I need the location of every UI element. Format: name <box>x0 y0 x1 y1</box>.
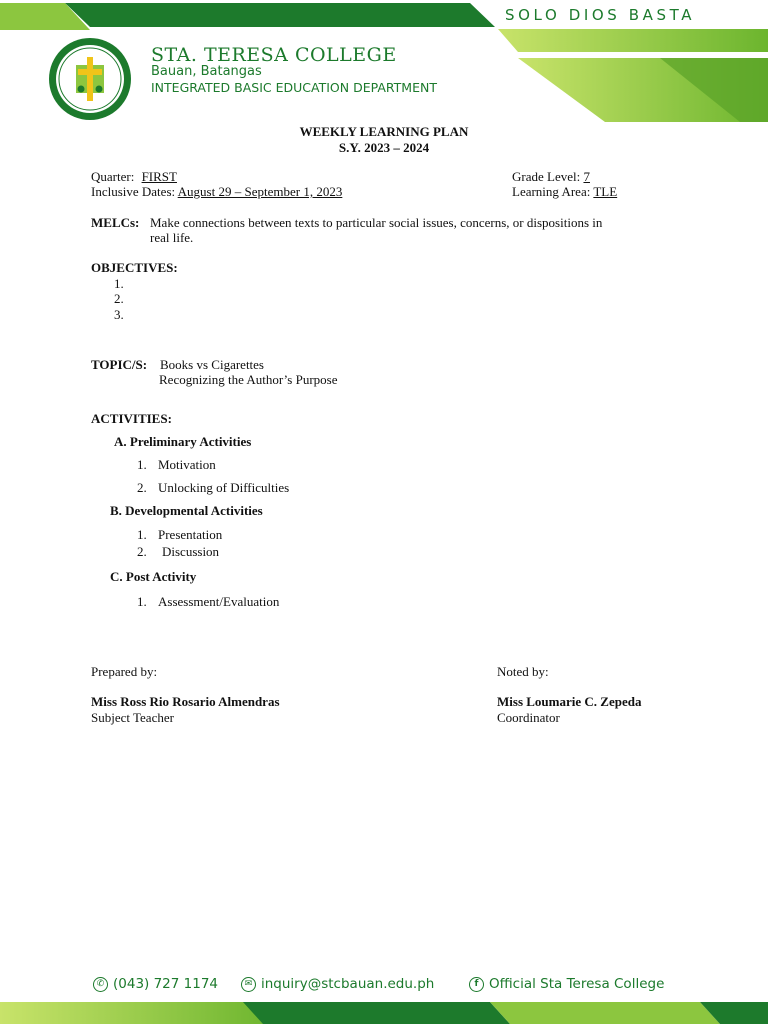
mail-icon: ✉ <box>241 977 256 992</box>
objective-item: 2. <box>114 291 124 306</box>
dates-value: August 29 – September 1, 2023 <box>177 184 343 199</box>
phone-icon: ✆ <box>93 977 108 992</box>
activity-number: 2. <box>137 480 147 495</box>
phone-text: (043) 727 1174 <box>113 976 219 992</box>
school-address: Bauan, Batangas <box>151 64 262 79</box>
activities-label: ACTIVITIES: <box>91 411 172 426</box>
footer-banner <box>0 962 768 1024</box>
school-year: S.Y. 2023 – 2024 <box>338 140 430 155</box>
activity-number: 1. <box>137 527 147 542</box>
area-value: TLE <box>593 184 618 199</box>
grade-value: 7 <box>583 169 590 184</box>
melcs-line-1: Make connections between texts to particular social issues, concerns, or dispositions in <box>150 215 603 230</box>
activity-text: Presentation <box>158 527 223 542</box>
email-text: inquiry@stcbauan.edu.ph <box>261 976 435 992</box>
noted-by-role: Coordinator <box>497 710 560 725</box>
school-motto: SOLO DIOS BASTA <box>505 6 696 24</box>
noted-by-name: Miss Loumarie C. Zepeda <box>497 694 642 709</box>
dates-row <box>91 184 342 200</box>
objective-item: 1. <box>114 276 124 291</box>
melcs-line-2: real life. <box>150 230 194 245</box>
prepared-by-role: Subject Teacher <box>91 710 174 725</box>
facebook-icon: f <box>469 977 484 992</box>
document-title: WEEKLY LEARNING PLAN <box>299 124 469 139</box>
prepared-by-name: Miss Ross Rio Rosario Almendras <box>91 694 280 709</box>
quarter-value: FIRST <box>141 169 177 184</box>
noted-by-label: Noted by: <box>497 664 549 679</box>
school-name: STA. TERESA COLLEGE <box>151 44 397 66</box>
activity-text: Discussion <box>162 544 220 559</box>
facebook-text: Official Sta Teresa College <box>489 976 665 992</box>
dates-label: Inclusive Dates: <box>91 184 176 199</box>
grade-label: Grade Level: <box>512 169 581 184</box>
section-a-heading: A. Preliminary Activities <box>114 434 252 449</box>
activity-item <box>137 457 216 473</box>
quarter-label: Quarter: <box>91 169 135 184</box>
topic-item: Recognizing the Author’s Purpose <box>159 372 338 387</box>
activity-item <box>137 544 219 560</box>
topics-label: TOPIC/S: <box>91 357 148 372</box>
school-seal-logo <box>48 37 132 121</box>
section-c-heading: C. Post Activity <box>110 569 197 584</box>
quarter-row <box>91 169 177 185</box>
objective-item: 3. <box>114 307 124 322</box>
activity-text: Assessment/Evaluation <box>158 594 280 609</box>
activity-text: Unlocking of Difficulties <box>158 480 290 495</box>
area-label: Learning Area: <box>512 184 591 199</box>
activity-item <box>137 480 289 496</box>
activity-item <box>137 527 222 543</box>
prepared-by-label: Prepared by: <box>91 664 158 679</box>
area-row <box>512 184 617 200</box>
activity-number: 2. <box>137 544 147 559</box>
objectives-label: OBJECTIVES: <box>91 260 178 275</box>
activity-text: Motivation <box>158 457 216 472</box>
school-department: INTEGRATED BASIC EDUCATION DEPARTMENT <box>151 80 437 95</box>
activity-number: 1. <box>137 457 147 472</box>
activity-number: 1. <box>137 594 147 609</box>
section-b-heading: B. Developmental Activities <box>110 503 263 518</box>
activity-item <box>137 594 279 610</box>
grade-row <box>512 169 590 185</box>
melcs-label: MELCs: <box>91 215 140 230</box>
topic-item: Books vs Cigarettes <box>160 357 264 372</box>
